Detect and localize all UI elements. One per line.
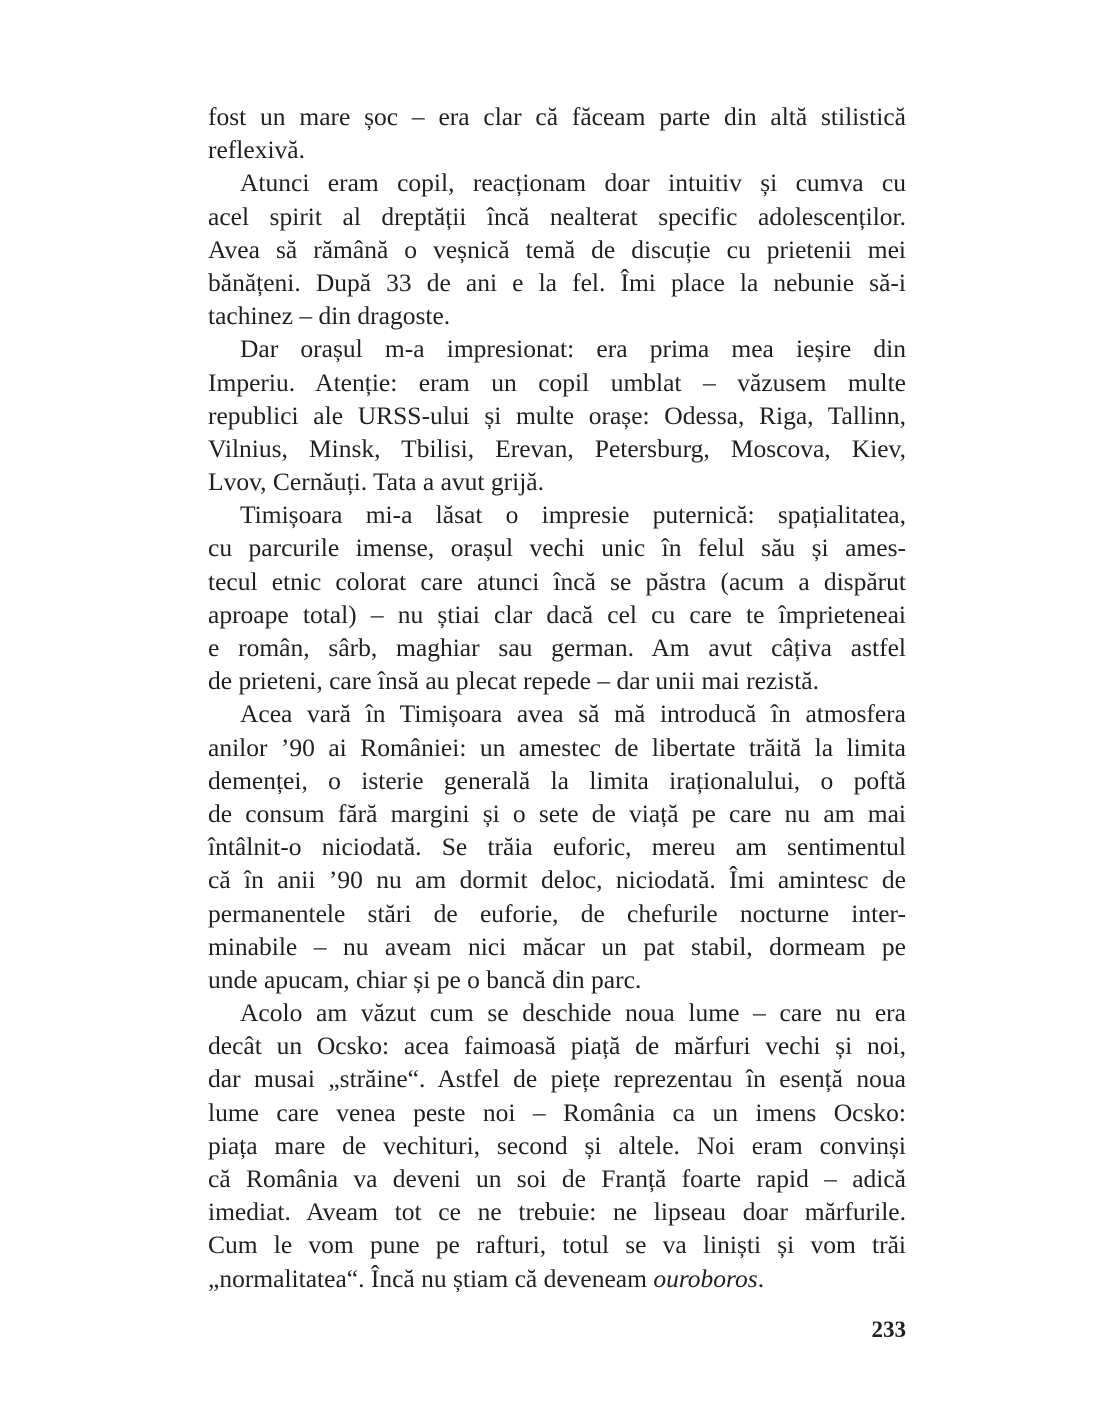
text-line: de consum fără margini și o sete de viață pe care nu am mai: [208, 798, 906, 828]
text-line: piața mare de vechituri, second și altele. Noi eram convinși: [208, 1130, 906, 1160]
paragraph: [208, 996, 906, 1295]
book-page-body: [208, 100, 906, 1295]
text-line: [208, 1262, 906, 1295]
text-line: reflexivă.: [208, 135, 305, 165]
text-line: Imperiu. Atenție: eram un copil umblat – văzusem multe: [208, 367, 906, 397]
text-line: permanentele stări de euforie, de chefurile nocturne inter-: [208, 898, 906, 928]
text-line: Dar orașul m-a impresionat: era prima mea ieșire din: [240, 334, 906, 364]
text-line: că România va deveni un soi de Franță foarte rapid – adică: [208, 1164, 906, 1193]
text-line: Acea vară în Timișoara avea să mă introducă în atmosfera: [240, 699, 906, 729]
paragraph: [208, 166, 906, 332]
text-line: Avea să rămână o veșnică temă de discuție cu prietenii mei: [208, 234, 906, 264]
text-line: demenței, o isterie generală la limita iraționalului, o poftă: [208, 765, 906, 795]
text-line: anilor ’90 ai României: un amestec de libertate trăită la limita: [208, 732, 906, 762]
text-line: Atunci eram copil, reacționam doar intuitiv și cumva cu: [240, 168, 906, 198]
text-line: că în anii ’90 nu am dormit deloc, niciodată. Îmi amintesc de: [208, 865, 906, 895]
text-line: lume care venea peste noi – România ca un imens Ocsko:: [208, 1097, 906, 1127]
text-line: republici ale URSS-ului și multe orașe: Odessa, Riga, Tallinn,: [208, 400, 906, 430]
paragraph: [208, 697, 906, 996]
text-line: tecul etnic colorat care atunci încă se păstra (acum a dispărut: [208, 566, 906, 596]
page-number: 233: [871, 1317, 906, 1342]
text-line: cu parcurile imense, orașul vechi unic în felul său și ames-: [208, 533, 906, 563]
text-line: Timișoara mi-a lăsat o impresie puternică: spațialitatea,: [240, 500, 906, 530]
text-line: imediat. Aveam tot ce ne trebuie: ne lipseau doar mărfurile.: [208, 1197, 906, 1227]
text-line: acel spirit al dreptății încă nealterat specific adolescenților.: [208, 201, 906, 231]
text-line: fost un mare șoc – era clar că făceam parte din altă stilistică: [208, 102, 906, 131]
text-line: Cum le vom pune pe rafturi, totul se va liniști și vom trăi: [208, 1230, 906, 1260]
text-line: minabile – nu aveam nici măcar un pat stabil, dormeam pe: [208, 931, 906, 961]
italic-term: ouroboros: [653, 1263, 758, 1293]
text-line: Vilnius, Minsk, Tbilisi, Erevan, Petersburg, Moscova, Kiev,: [208, 433, 906, 463]
text-run: „normalitatea“. Încă nu știam că deveneam: [208, 1263, 654, 1293]
text-line: aproape total) – nu știai clar dacă cel cu care te împrieteneai: [208, 599, 906, 629]
text-run: .: [757, 1263, 765, 1293]
paragraph: [208, 498, 906, 697]
text-line: dar musai „străine“. Astfel de piețe reprezentau în esență noua: [208, 1064, 906, 1094]
paragraph: [208, 332, 906, 498]
text-line: întâlnit-o niciodată. Se trăia euforic, mereu am sentimentul: [208, 832, 906, 862]
text-line: bănățeni. După 33 de ani e la fel. Îmi place la nebunie să-i: [208, 267, 906, 297]
text-line: Lvov, Cernăuți. Tata a avut grijă.: [208, 467, 544, 497]
text-line: decât un Ocsko: acea faimoasă piață de mărfuri vechi și noi,: [208, 1031, 906, 1061]
paragraph: [208, 100, 906, 166]
text-line: tachinez – din dragoste.: [208, 301, 451, 331]
text-line: unde apucam, chiar și pe o bancă din parc.: [208, 964, 642, 994]
text-line: e român, sârb, maghiar sau german. Am avut câțiva astfel: [208, 633, 906, 662]
text-line: Acolo am văzut cum se deschide noua lume – care nu era: [240, 998, 906, 1028]
text-line: de prieteni, care însă au plecat repede – dar unii mai rezistă.: [208, 666, 819, 696]
